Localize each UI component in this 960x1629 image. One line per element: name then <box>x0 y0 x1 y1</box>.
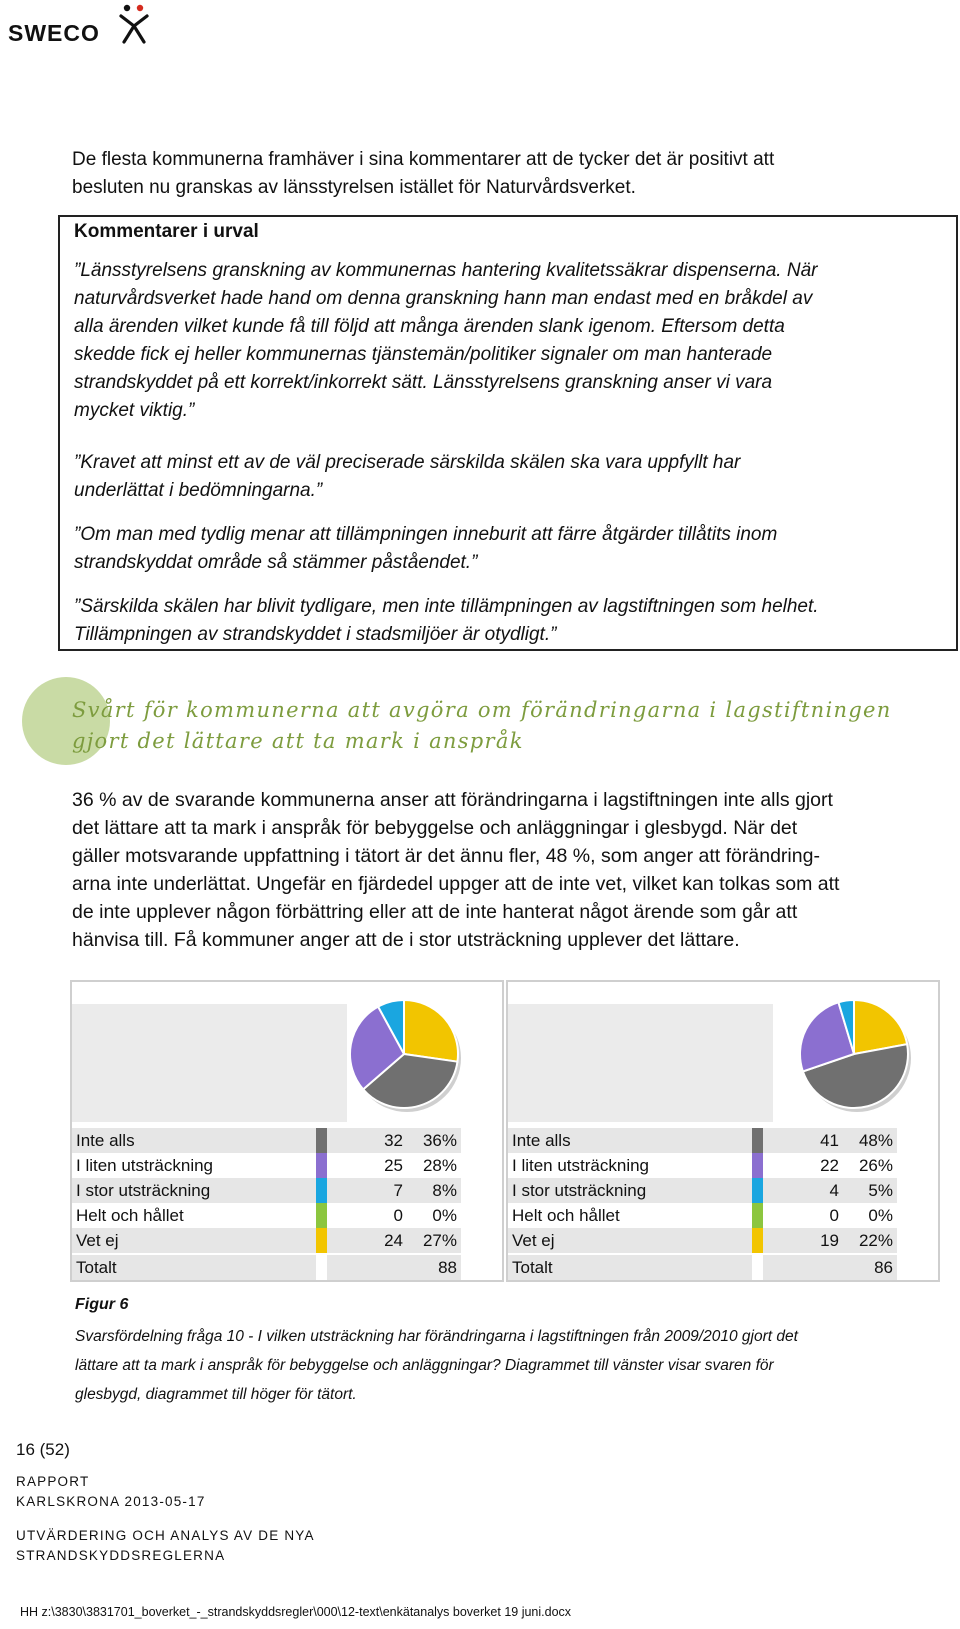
quote-3 <box>74 521 944 577</box>
quote-line: ”Om man med tydlig menar att tillämpningen inneburit att färre åtgärder tillåtits inom <box>74 524 778 545</box>
figure-label: Figur 6 <box>75 1296 129 1313</box>
pie-chart-glesbygd <box>340 992 480 1122</box>
chart-background <box>508 1004 773 1122</box>
percent-value: 0% <box>868 1205 893 1225</box>
table-row <box>508 1203 897 1228</box>
category-label: Vet ej <box>508 1228 752 1254</box>
body-line: hänvisa till. Få kommuner anger att de i stor utsträckning upplever det lättare. <box>72 929 740 951</box>
count-value: 4 <box>763 1178 843 1203</box>
section-heading <box>72 695 952 757</box>
category-label: Vet ej <box>72 1228 316 1254</box>
report-title-line: STRANDSKYDDSREGLERNA <box>16 1548 226 1563</box>
color-swatch <box>752 1153 763 1178</box>
percent-value: 0% <box>432 1205 457 1225</box>
table-row <box>508 1228 897 1254</box>
quote-line: ”Särskilda skälen har blivit tydligare, men inte tillämpningen av lagstiftningen som helhet. <box>74 596 819 617</box>
percent-value: 8% <box>407 1178 461 1203</box>
body-line: de inte upplever någon förbättring eller att de inte hanterat något ärende som går att <box>72 901 798 923</box>
color-swatch <box>316 1178 327 1203</box>
caption-line: glesbygd, diagrammet till höger för tätort. <box>75 1386 357 1403</box>
percent-value: 36% <box>407 1128 461 1153</box>
report-label: RAPPORT <box>16 1474 90 1489</box>
percent-value: 22% <box>843 1228 897 1254</box>
color-swatch <box>752 1203 763 1228</box>
table-row <box>72 1128 461 1153</box>
results-table-glesbygd <box>72 1128 461 1280</box>
count-value: 7 <box>327 1178 407 1203</box>
quote-line: strandskyddat område så stämmer påståendet.” <box>74 552 478 573</box>
empty-cell <box>752 1254 763 1280</box>
total-row <box>508 1254 897 1280</box>
place-date: KARLSKRONA 2013-05-17 <box>16 1494 206 1509</box>
section-heading-line: gjort det lättare att ta mark i anspråk <box>72 729 524 753</box>
pie-chart-tatort <box>790 992 930 1122</box>
percent-value: 48% <box>843 1128 897 1153</box>
total-row <box>72 1254 461 1280</box>
percent-value: 5% <box>843 1178 897 1203</box>
quote-line: skedde fick ej heller kommunernas tjänstemän/politiker signaler om man hanterade <box>74 344 773 365</box>
count-value: 32 <box>327 1128 407 1153</box>
intro-line: besluten nu granskas av länsstyrelsen istället för Naturvårdsverket. <box>72 177 636 198</box>
comments-heading: Kommentarer i urval <box>74 221 259 242</box>
intro-line: De flesta kommunerna framhäver i sina kommentarer att de tycker det är positivt att <box>72 149 775 170</box>
table-row <box>508 1153 897 1178</box>
quote-4 <box>74 593 944 649</box>
quote-line: ”Länsstyrelsens granskning av kommunernas hantering kvalitetssäkrar dispenserna. När <box>74 260 818 281</box>
category-label: I stor utsträckning <box>508 1178 752 1203</box>
logo-text: SWECO <box>8 20 100 46</box>
percent-value: 26% <box>858 1155 893 1175</box>
color-swatch <box>752 1178 763 1203</box>
table-row <box>72 1178 461 1203</box>
empty-cell <box>316 1254 327 1280</box>
category-label: Helt och hållet <box>76 1205 184 1225</box>
percent-value: 27% <box>407 1228 461 1254</box>
count-value: 0 <box>393 1205 403 1225</box>
table-row <box>72 1203 461 1228</box>
quote-line: strandskyddet på ett korrekt/inkorrekt sätt. Länsstyrelsens granskning anser vi vara <box>74 372 773 393</box>
figure-caption <box>75 1322 798 1409</box>
report-title-line: UTVÄRDERING OCH ANALYS AV DE NYA <box>16 1528 315 1543</box>
chart-background <box>72 1004 347 1122</box>
count-value: 24 <box>327 1228 407 1254</box>
category-label: Inte alls <box>72 1128 316 1153</box>
category-label: Inte alls <box>508 1128 752 1153</box>
total-label: Totalt <box>508 1254 752 1280</box>
table-row <box>72 1153 461 1178</box>
sweco-logo <box>8 2 148 48</box>
quote-line: Tillämpningen av strandskyddet i stadsmiljöer är otydligt.” <box>74 624 557 645</box>
table-row <box>508 1128 897 1153</box>
quote-line: mycket viktig.” <box>74 400 195 421</box>
total-value: 86 <box>763 1254 897 1280</box>
quote-line: alla ärenden vilket kunde få till följd att många ärenden slank igenom. Eftersom detta <box>74 316 785 337</box>
category-label: I liten utsträckning <box>76 1155 214 1175</box>
total-value: 88 <box>327 1254 461 1280</box>
quote-line: underlättat i bedömningarna.” <box>74 480 323 501</box>
results-table-tatort <box>508 1128 897 1280</box>
count-value: 25 <box>384 1155 403 1175</box>
body-line: arna inte underlättat. Ungefär en fjärdedel uppger att de inte vet, vilket kan tolkas som att <box>72 873 840 895</box>
count-value: 0 <box>829 1205 839 1225</box>
section-body <box>72 786 952 954</box>
file-path: HH z:\3830\3831701_boverket_-_strandskyddsregler\000\12-text\enkätanalys boverket 19 juni.docx <box>20 1605 572 1619</box>
total-label: Totalt <box>72 1254 316 1280</box>
color-swatch <box>752 1128 763 1153</box>
color-swatch <box>316 1228 327 1254</box>
category-label: I stor utsträckning <box>72 1178 316 1203</box>
category-label: I liten utsträckning <box>512 1155 650 1175</box>
section-heading-line: Svårt för kommunerna att avgöra om förändringarna i lagstiftningen <box>72 698 892 722</box>
intro-paragraph <box>72 146 774 202</box>
count-value: 41 <box>763 1128 843 1153</box>
percent-value: 28% <box>422 1155 457 1175</box>
pie-slice <box>404 1000 458 1062</box>
count-value: 22 <box>820 1155 839 1175</box>
color-swatch <box>316 1128 327 1153</box>
body-line: 36 % av de svarande kommunerna anser att förändringarna i lagstiftningen inte alls gjort <box>72 789 833 811</box>
page-number: 16 (52) <box>16 1440 70 1459</box>
comments-box <box>58 215 958 651</box>
category-label: Helt och hållet <box>512 1205 620 1225</box>
color-swatch <box>316 1203 327 1228</box>
logo-figure-icon <box>118 2 150 44</box>
caption-line: Svarsfördelning fråga 10 - I vilken utsträckning har förändringarna i lagstiftningen från 2009/2010 gjort det <box>75 1328 798 1345</box>
body-line: det lättare att ta mark i anspråk för bebyggelse och anläggningar i glesbygd. När det <box>72 817 798 839</box>
quote-1 <box>74 257 944 425</box>
body-line: gäller motsvarande uppfattning i tätort är det ännu fler, 48 %, som anger att förändring- <box>72 845 820 867</box>
quote-line: ”Kravet att minst ett av de väl preciserade särskilda skälen ska vara uppfyllt har <box>74 452 741 473</box>
count-value: 19 <box>763 1228 843 1254</box>
table-row <box>508 1178 897 1203</box>
color-swatch <box>752 1228 763 1254</box>
quote-2 <box>74 449 944 505</box>
quote-line: naturvårdsverket hade hand om denna granskning hann man endast med en bråkdel av <box>74 288 813 309</box>
caption-line: lättare att ta mark i anspråk för bebyggelse och anläggningar? Diagrammet till vänster visar svaren för <box>75 1357 774 1374</box>
color-swatch <box>316 1153 327 1178</box>
table-row <box>72 1228 461 1254</box>
